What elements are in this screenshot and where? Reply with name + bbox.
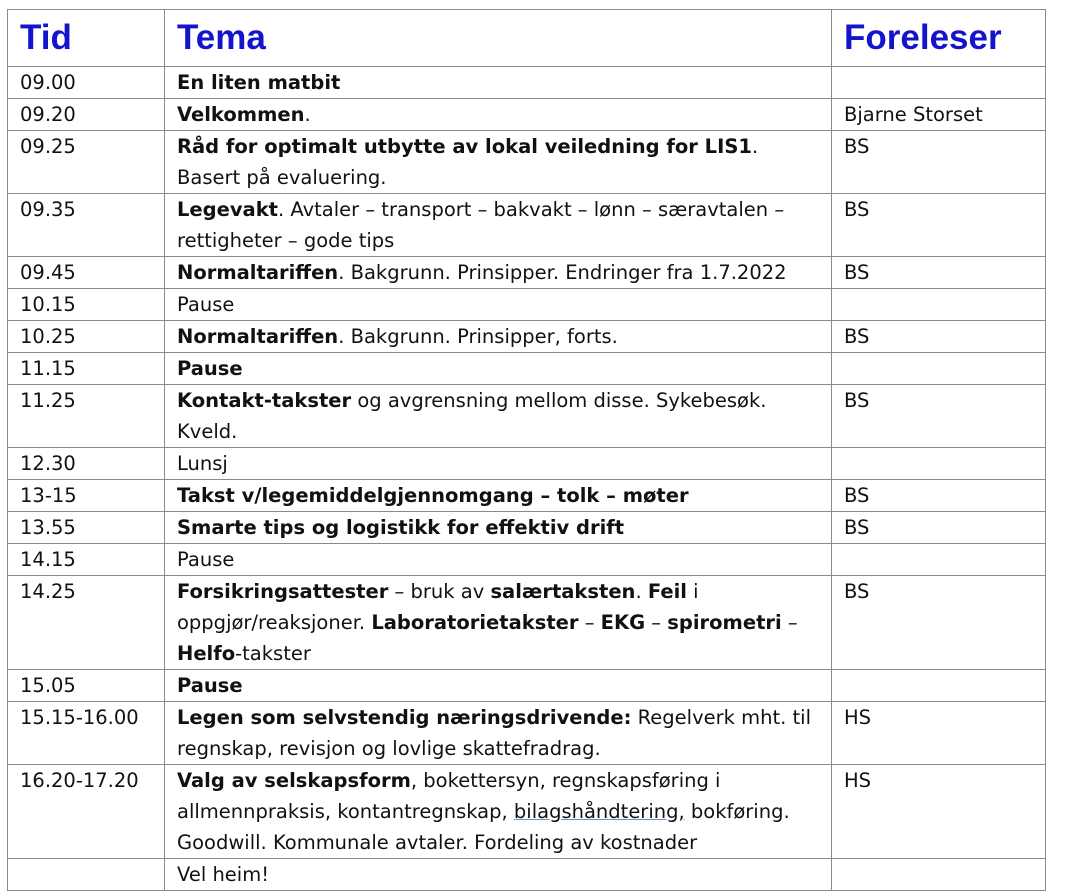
cell-tema: [165, 448, 832, 480]
tema-text: . Basert på evaluering.: [177, 135, 759, 189]
tema-text: – bruk av: [388, 580, 491, 603]
header-tid: Tid: [8, 10, 165, 67]
cell-tema: [165, 859, 832, 891]
cell-tid: 09.25: [8, 131, 165, 194]
tema-text: Smarte tips og logistikk for effektiv drift: [177, 516, 625, 539]
tema-text: .: [635, 580, 648, 603]
tema-text: Normaltariffen: [177, 261, 339, 284]
cell-foreleser: [832, 353, 1046, 385]
cell-tid: 13.55: [8, 512, 165, 544]
cell-foreleser: [832, 544, 1046, 576]
cell-tema: [165, 321, 832, 353]
cell-tid: 13-15: [8, 480, 165, 512]
table-row: [8, 512, 1046, 544]
tema-text: Helfo: [177, 642, 236, 665]
tema-text: Legen som selvstendig næringsdrivende:: [177, 706, 632, 729]
tema-text: spirometri: [667, 611, 782, 634]
tema-text: –: [781, 611, 798, 634]
tema-text: Vel heim!: [177, 863, 270, 886]
header-foreleser: Foreleser: [832, 10, 1046, 67]
table-row: [8, 131, 1046, 194]
cell-tid: 11.25: [8, 385, 165, 448]
tema-text: -takster: [235, 642, 311, 665]
table-row: [8, 194, 1046, 257]
tema-text: Regelverk mht. til regnskap, revisjon og lovlige skattefradrag.: [177, 706, 811, 760]
tema-text: . Bakgrunn. Prinsipper, forts.: [338, 325, 618, 348]
table-row: [8, 321, 1046, 353]
tema-text: Laboratorietakster: [371, 611, 579, 634]
tema-text: Pause: [177, 293, 235, 316]
cell-tema: [165, 67, 832, 99]
cell-foreleser: [832, 67, 1046, 99]
header-tema: Tema: [165, 10, 832, 67]
tema-text: og avgrensning mellom disse. Sykebesøk. Kveld.: [177, 389, 767, 443]
cell-tema: [165, 544, 832, 576]
tema-text: Legevakt: [177, 198, 278, 221]
cell-foreleser: HS: [832, 702, 1046, 765]
tema-text: Lunsj: [177, 452, 228, 475]
cell-foreleser: BS: [832, 257, 1046, 289]
cell-tema: [165, 512, 832, 544]
table-row: [8, 385, 1046, 448]
tema-text: Normaltariffen: [177, 325, 339, 348]
cell-tid: 14.15: [8, 544, 165, 576]
cell-foreleser: BS: [832, 194, 1046, 257]
cell-foreleser: [832, 859, 1046, 891]
tema-text: Pause: [177, 357, 243, 380]
table-row: [8, 99, 1046, 131]
schedule-body: [8, 67, 1046, 891]
table-row: [8, 353, 1046, 385]
cell-tid: 16.20-17.20: [8, 765, 165, 859]
table-row: [8, 480, 1046, 512]
cell-foreleser: BS: [832, 576, 1046, 670]
cell-tid: 15.15-16.00: [8, 702, 165, 765]
table-row: [8, 67, 1046, 99]
table-row: [8, 448, 1046, 480]
cell-tema: [165, 765, 832, 859]
cell-foreleser: BS: [832, 131, 1046, 194]
tema-text: bokføring. Goodwill. Kommunale avtaler. Fordeling av kostnader: [177, 800, 790, 854]
cell-tid: 09.00: [8, 67, 165, 99]
cell-tid: 14.25: [8, 576, 165, 670]
cell-foreleser: [832, 670, 1046, 702]
tema-text: , bokettersyn, regnskapsføring i allmennpraksis, kontantregnskap,: [177, 769, 721, 823]
tema-text: Pause: [177, 548, 235, 571]
cell-tema: [165, 576, 832, 670]
table-row: [8, 670, 1046, 702]
table-row: [8, 702, 1046, 765]
tema-text: .: [304, 103, 311, 126]
cell-tid: 09.45: [8, 257, 165, 289]
cell-tema: [165, 702, 832, 765]
cell-foreleser: [832, 289, 1046, 321]
cell-tema: [165, 385, 832, 448]
table-row: [8, 576, 1046, 670]
header-row: [8, 10, 1046, 67]
tema-text: Forsikringsattester: [177, 580, 389, 603]
cell-tid: 10.25: [8, 321, 165, 353]
tema-text: salærtaksten: [490, 580, 636, 603]
table-row: [8, 859, 1046, 891]
cell-foreleser: [832, 448, 1046, 480]
cell-foreleser: BS: [832, 480, 1046, 512]
cell-tema: [165, 194, 832, 257]
cell-tid: [8, 859, 165, 891]
tema-text: Takst v/legemiddelgjennomgang – tolk – møter: [177, 484, 689, 507]
cell-tema: [165, 480, 832, 512]
cell-foreleser: BS: [832, 385, 1046, 448]
table-row: [8, 257, 1046, 289]
tema-text: EKG: [600, 611, 646, 634]
cell-foreleser: Bjarne Storset: [832, 99, 1046, 131]
cell-foreleser: HS: [832, 765, 1046, 859]
tema-text: Kontakt-takster: [177, 389, 352, 412]
schedule-table: [7, 9, 1046, 891]
tema-text: Råd for optimalt utbytte av lokal veiledning for LIS1: [177, 135, 752, 158]
cell-tema: [165, 131, 832, 194]
tema-text: –: [578, 611, 601, 634]
cell-tid: 12.30: [8, 448, 165, 480]
tema-text: Feil: [647, 580, 687, 603]
cell-tid: 15.05: [8, 670, 165, 702]
cell-tema: [165, 289, 832, 321]
tema-text: Valg av selskapsform: [177, 769, 411, 792]
tema-text: En liten matbit: [177, 71, 341, 94]
table-row: [8, 765, 1046, 859]
table-row: [8, 289, 1046, 321]
tema-text: Pause: [177, 674, 243, 697]
tema-text: –: [645, 611, 668, 634]
table-row: [8, 544, 1046, 576]
cell-foreleser: BS: [832, 321, 1046, 353]
tema-text: Velkommen: [177, 103, 305, 126]
cell-tid: 09.20: [8, 99, 165, 131]
cell-tid: 10.15: [8, 289, 165, 321]
cell-tid: 09.35: [8, 194, 165, 257]
tema-text: i oppgjør/reaksjoner.: [177, 580, 699, 634]
cell-tid: 11.15: [8, 353, 165, 385]
tema-text: bilagshåndtering,: [513, 800, 685, 823]
cell-foreleser: BS: [832, 512, 1046, 544]
cell-tema: [165, 257, 832, 289]
cell-tema: [165, 670, 832, 702]
cell-tema: [165, 353, 832, 385]
tema-text: . Bakgrunn. Prinsipper. Endringer fra 1.7.2022: [338, 261, 787, 284]
cell-tema: [165, 99, 832, 131]
tema-text: . Avtaler – transport – bakvakt – lønn – særavtalen – rettigheter – gode tips: [177, 198, 785, 252]
